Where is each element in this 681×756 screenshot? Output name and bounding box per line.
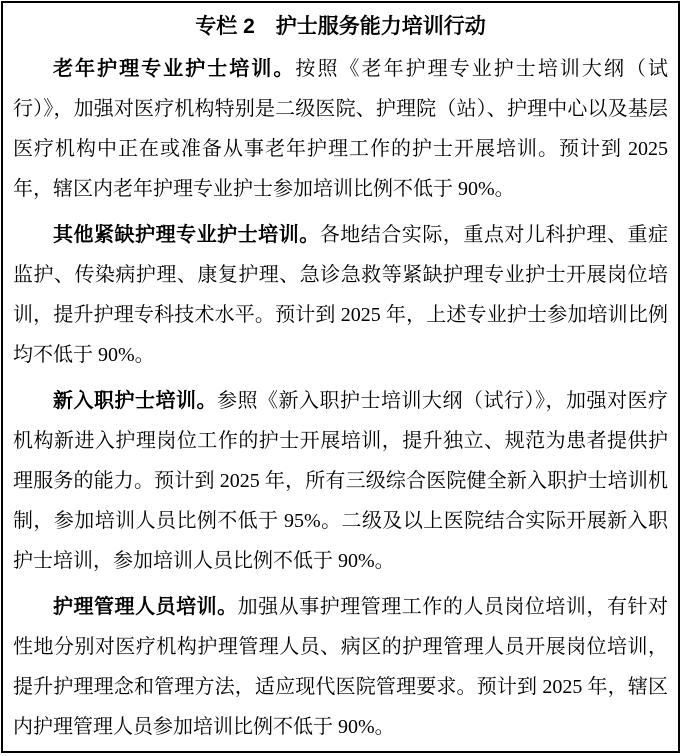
paragraph-lead: 新入职护士培训。 [53,390,217,412]
paragraph-nursing-manager-training [13,587,668,747]
paragraph-body: 按照《老年护理专业护士培训大纲（试行）》，加强对医疗机构特别是二级医院、护理院（站）、护理中心以及基层医疗机构中正在或准备从事老年护理工作的护士开展培训。预计到 2025 年，辖区内老年护理专业护士参加培训比例不低于 90%。 [13,58,669,200]
paragraph-shortage-specialty-training [13,215,668,375]
paragraph-body: 各地结合实际，重点对儿科护理、重症监护、传染病护理、康复护理、急诊急救等紧缺护理专业护士开展岗位培训，提升护理专科技术水平。预计到 2025 年，上述专业护士参加培训比例均不低于 90%。 [13,224,669,366]
panel-title: 专栏 2 护士服务能力培训行动 [195,15,486,38]
paragraph-lead: 护理管理人员培训。 [53,596,238,618]
paragraph-body: 参照《新入职护士培训大纲（试行）》，加强对医疗机构新进入护理岗位工作的护士开展培训，提升独立、规范为患者提供护理服务的能力。预计到 2025 年，所有三级综合医院健全新入职护士培训机制，参加培训人员比例不低于 95%。二级及以上医院结合实际开展新入职护士培训，参加培训人员比例不低于 90%。 [13,390,668,572]
paragraph-body: 加强从事护理管理工作的人员岗位培训，有针对性地分别对医疗机构护理管理人员、病区的护理管理人员开展岗位培训，提升护理理念和管理方法，适应现代医院管理要求。预计到 2025 年，辖区内护理管理人员参加培训比例不低于 90%。 [13,596,669,738]
paragraph-elderly-nursing-training [13,49,668,209]
paragraph-new-nurse-training [13,381,668,581]
paragraph-lead: 老年护理专业护士培训。 [53,58,296,80]
paragraph-lead: 其他紧缺护理专业护士培训。 [53,224,320,246]
column-panel [1,1,680,753]
